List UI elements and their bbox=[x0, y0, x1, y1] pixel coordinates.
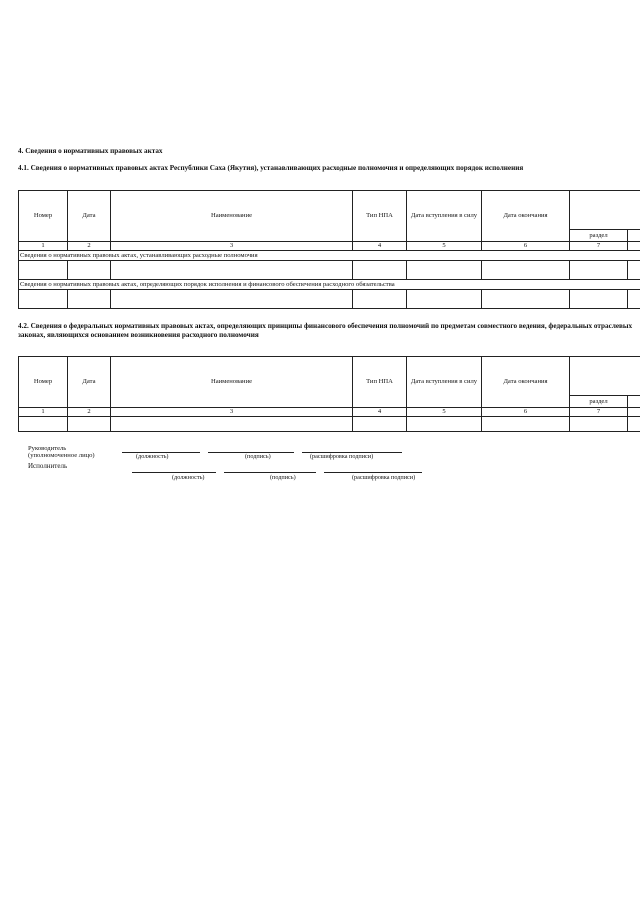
table-cell[interactable] bbox=[19, 290, 68, 309]
table-cell[interactable] bbox=[570, 417, 628, 432]
table-cell[interactable] bbox=[353, 290, 407, 309]
executor-decoding-line[interactable] bbox=[324, 472, 422, 473]
table-cell[interactable] bbox=[19, 261, 68, 280]
table2-header-row bbox=[19, 357, 640, 396]
head-decoding-caption: (расшифровка подписи) bbox=[310, 453, 374, 460]
header-date: Дата bbox=[68, 357, 111, 408]
col-number: 5 bbox=[407, 242, 482, 251]
table1-header-row bbox=[19, 191, 640, 230]
table-row bbox=[19, 290, 640, 309]
table-cell[interactable] bbox=[111, 290, 353, 309]
header-start-date: Дата вступления в силу bbox=[407, 357, 482, 408]
section-title: 4. Сведения о нормативных правовых актах bbox=[18, 147, 163, 155]
header-number: Номер bbox=[19, 357, 68, 408]
executor-position-line[interactable] bbox=[132, 472, 216, 473]
table-cell[interactable] bbox=[570, 290, 628, 309]
header-podrazdel bbox=[628, 396, 640, 408]
executor-signature-caption: (подпись) bbox=[270, 474, 296, 481]
header-number: Номер bbox=[19, 191, 68, 242]
header-razdel: раздел bbox=[570, 396, 628, 408]
table-cell[interactable] bbox=[353, 417, 407, 432]
col-number: 1 bbox=[19, 242, 68, 251]
table-cell[interactable] bbox=[482, 261, 570, 280]
executor-signature-line[interactable] bbox=[224, 472, 316, 473]
col-number: 7 bbox=[570, 242, 628, 251]
table2-title: 4.2. Сведения о федеральных нормативных правовых актах, определяющих принципы финансового обеспечения полномочий по предметам совместного ведения, федеральных отраслевых законах, являющихся основанием возникновения расходного полномочия bbox=[18, 322, 633, 339]
table-cell[interactable] bbox=[407, 290, 482, 309]
header-end-date: Дата окончания bbox=[482, 357, 570, 408]
table-cell[interactable] bbox=[482, 417, 570, 432]
executor-decoding-caption: (расшифровка подписи) bbox=[352, 474, 416, 481]
table1-number-row bbox=[19, 242, 640, 251]
table-cell[interactable] bbox=[19, 417, 68, 432]
header-budget-classification bbox=[570, 191, 640, 230]
head-position-caption: (должность) bbox=[136, 453, 169, 460]
col-number: 6 bbox=[482, 242, 570, 251]
executor-label: Исполнитель bbox=[28, 462, 68, 470]
table-cell[interactable] bbox=[111, 261, 353, 280]
header-podrazdel bbox=[628, 230, 640, 242]
table-cell[interactable] bbox=[628, 261, 640, 280]
table-cell[interactable] bbox=[482, 290, 570, 309]
header-name: Наименование bbox=[111, 191, 353, 242]
table-cell[interactable] bbox=[68, 290, 111, 309]
table-cell[interactable] bbox=[353, 261, 407, 280]
table1-section-b-row bbox=[19, 280, 640, 290]
col-number bbox=[628, 408, 640, 417]
table-cell[interactable] bbox=[570, 261, 628, 280]
col-number: 7 bbox=[570, 408, 628, 417]
col-number: 4 bbox=[353, 408, 407, 417]
table-cell[interactable] bbox=[407, 261, 482, 280]
table1-title: 4.1. Сведения о нормативных правовых актах Республики Саха (Якутия), устанавливающих расходные полномочия и определяющих порядок исполнения bbox=[18, 164, 524, 172]
table2-number-row bbox=[19, 408, 640, 417]
table-cell[interactable] bbox=[111, 417, 353, 432]
col-number: 2 bbox=[68, 408, 111, 417]
header-type: Тип НПА bbox=[353, 357, 407, 408]
section-a-label: Сведения о нормативных правовых актах, устанавливающих расходные полномочия bbox=[19, 251, 640, 261]
executor-position-caption: (должность) bbox=[172, 474, 205, 481]
col-number: 3 bbox=[111, 408, 353, 417]
header-razdel: раздел bbox=[570, 230, 628, 242]
col-number: 5 bbox=[407, 408, 482, 417]
header-name: Наименование bbox=[111, 357, 353, 408]
head-signature-caption: (подпись) bbox=[245, 453, 271, 460]
header-end-date: Дата окончания bbox=[482, 191, 570, 242]
header-budget-classification bbox=[570, 357, 640, 396]
head-label-sub: (уполномоченное лицо) bbox=[28, 452, 95, 459]
table1-section-a-row bbox=[19, 251, 640, 261]
header-date: Дата bbox=[68, 191, 111, 242]
table-row bbox=[19, 261, 640, 280]
table-row bbox=[19, 417, 640, 432]
col-number bbox=[628, 242, 640, 251]
table-cell[interactable] bbox=[68, 417, 111, 432]
header-start-date: Дата вступления в силу bbox=[407, 191, 482, 242]
table-cell[interactable] bbox=[628, 290, 640, 309]
table-cell[interactable] bbox=[628, 417, 640, 432]
col-number: 2 bbox=[68, 242, 111, 251]
head-label: Руководитель bbox=[28, 445, 67, 452]
table-cell[interactable] bbox=[68, 261, 111, 280]
header-type: Тип НПА bbox=[353, 191, 407, 242]
col-number: 6 bbox=[482, 408, 570, 417]
col-number: 1 bbox=[19, 408, 68, 417]
table-cell[interactable] bbox=[407, 417, 482, 432]
section-b-label: Сведения о нормативных правовых актах, определяющих порядок исполнения и финансового обеспечения расходного обязательства bbox=[19, 280, 640, 290]
table1 bbox=[18, 190, 640, 309]
col-number: 4 bbox=[353, 242, 407, 251]
table2 bbox=[18, 356, 640, 432]
col-number: 3 bbox=[111, 242, 353, 251]
